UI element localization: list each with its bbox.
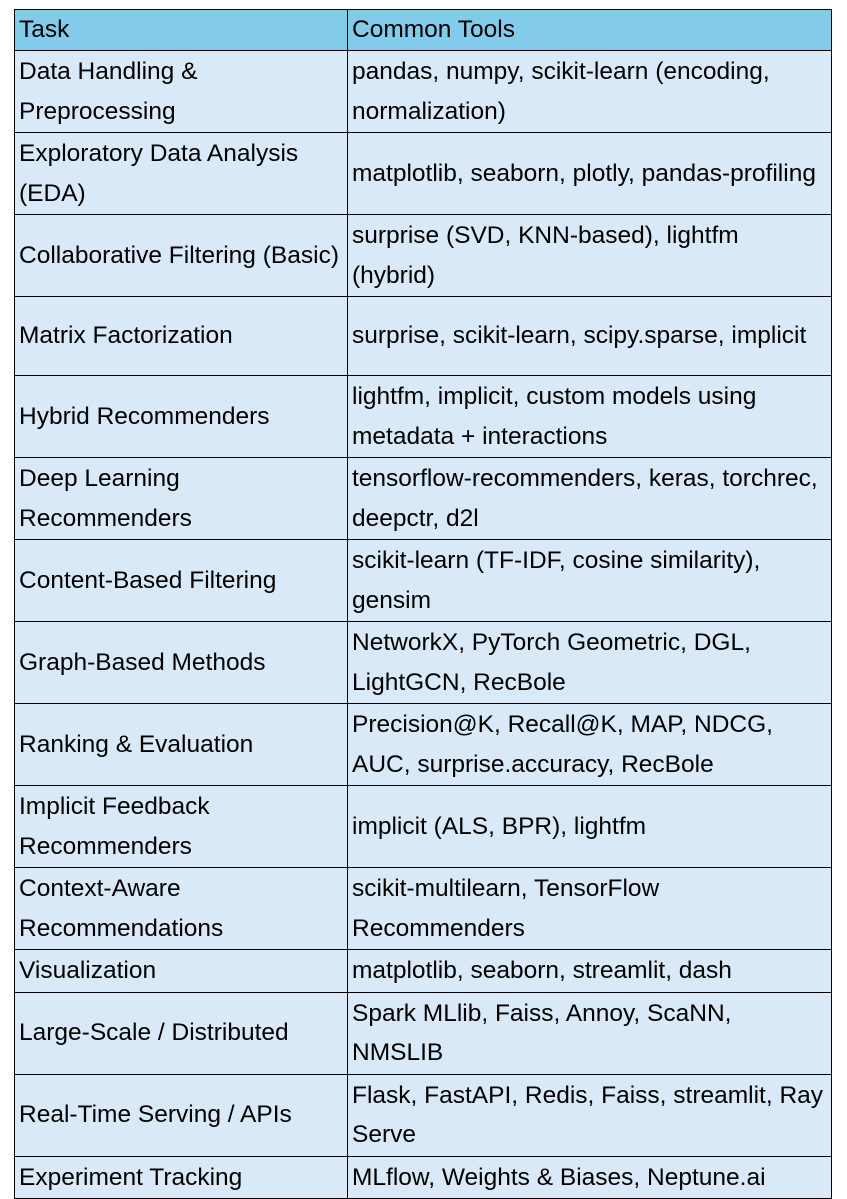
table-row — [15, 133, 832, 215]
header-task: Task — [15, 10, 348, 51]
table-row — [15, 950, 832, 993]
tools-text: lightfm, implicit, custom models using metadata + interactions — [352, 383, 757, 450]
tools-cell — [348, 458, 832, 540]
tools-text: surprise (SVD, KNN-based), lightfm (hybrid) — [352, 222, 739, 289]
tools-cell — [348, 51, 832, 133]
tools-cell — [348, 540, 832, 622]
task-cell — [15, 992, 348, 1074]
tools-text: tensorflow-recommenders, keras, torchrec, deepctr, d2l — [352, 465, 818, 532]
task-cell — [15, 133, 348, 215]
task-text: Deep Learning Recommenders — [19, 465, 192, 532]
tools-cell — [348, 133, 832, 215]
task-text: Real-Time Serving / APIs — [19, 1101, 292, 1129]
tools-cell — [348, 376, 832, 458]
task-cell — [15, 704, 348, 786]
table-header-row — [15, 10, 832, 51]
task-text: Ranking & Evaluation — [19, 730, 254, 758]
tools-text: implicit (ALS, BPR), lightfm — [352, 812, 647, 840]
tools-cell — [348, 215, 832, 297]
table-row — [15, 51, 832, 133]
task-cell — [15, 540, 348, 622]
tools-text: Precision@K, Recall@K, MAP, NDCG, AUC, surprise.accuracy, RecBole — [352, 711, 773, 778]
tools-text: scikit-multilearn, TensorFlow Recommenders — [352, 875, 660, 942]
tools-text: surprise, scikit-learn, scipy.sparse, implicit — [352, 322, 807, 350]
tools-text: NetworkX, PyTorch Geometric, DGL, LightGCN, RecBole — [352, 629, 751, 696]
tools-table-container — [14, 9, 831, 1199]
task-cell — [15, 1074, 348, 1156]
table-row — [15, 786, 832, 868]
tools-text: scikit-learn (TF-IDF, cosine similarity), gensim — [352, 547, 761, 614]
table-row — [15, 297, 832, 376]
table-row — [15, 868, 832, 950]
header-common-tools: Common Tools — [348, 10, 832, 51]
tools-text: pandas, numpy, scikit-learn (encoding, normalization) — [352, 58, 770, 125]
table-row — [15, 1074, 832, 1156]
tools-cell — [348, 868, 832, 950]
task-text: Exploratory Data Analysis (EDA) — [19, 140, 299, 207]
task-cell — [15, 868, 348, 950]
task-text: Hybrid Recommenders — [19, 402, 270, 430]
task-text: Large-Scale / Distributed — [19, 1019, 289, 1047]
task-text: Data Handling & Preprocessing — [19, 58, 198, 125]
table-row — [15, 992, 832, 1074]
task-cell — [15, 51, 348, 133]
task-cell — [15, 786, 348, 868]
tools-cell — [348, 950, 832, 993]
task-text: Content-Based Filtering — [19, 566, 277, 594]
task-cell — [15, 376, 348, 458]
table-row — [15, 540, 832, 622]
tools-cell — [348, 1074, 832, 1156]
table-row — [15, 622, 832, 704]
task-text: Context-Aware Recommendations — [19, 875, 224, 942]
task-cell — [15, 622, 348, 704]
task-cell — [15, 458, 348, 540]
task-text: Experiment Tracking — [19, 1163, 243, 1191]
tools-cell — [348, 786, 832, 868]
tools-text: Flask, FastAPI, Redis, Faiss, streamlit, Ray Serve — [352, 1081, 824, 1148]
tools-cell — [348, 704, 832, 786]
tasks-tools-table — [14, 9, 832, 1199]
tools-cell — [348, 297, 832, 376]
task-cell — [15, 950, 348, 993]
table-row — [15, 215, 832, 297]
task-text: Graph-Based Methods — [19, 648, 266, 676]
table-row — [15, 704, 832, 786]
tools-cell — [348, 1156, 832, 1199]
table-row — [15, 1156, 832, 1199]
tools-text: matplotlib, seaborn, streamlit, dash — [352, 957, 732, 984]
task-text: Matrix Factorization — [19, 322, 233, 350]
tools-text: Spark MLlib, Faiss, Annoy, ScaNN, NMSLIB — [352, 999, 732, 1066]
tools-text: MLflow, Weights & Biases, Neptune.ai — [352, 1163, 766, 1191]
tools-cell — [348, 622, 832, 704]
table-row — [15, 458, 832, 540]
task-text: Collaborative Filtering (Basic) — [19, 241, 339, 269]
task-cell — [15, 297, 348, 376]
table-row — [15, 376, 832, 458]
tools-cell — [348, 992, 832, 1074]
task-cell — [15, 215, 348, 297]
task-text: Implicit Feedback Recommenders — [19, 793, 210, 860]
tools-text: matplotlib, seaborn, plotly, pandas-profiling — [352, 159, 816, 187]
task-cell — [15, 1156, 348, 1199]
task-text: Visualization — [19, 957, 157, 984]
